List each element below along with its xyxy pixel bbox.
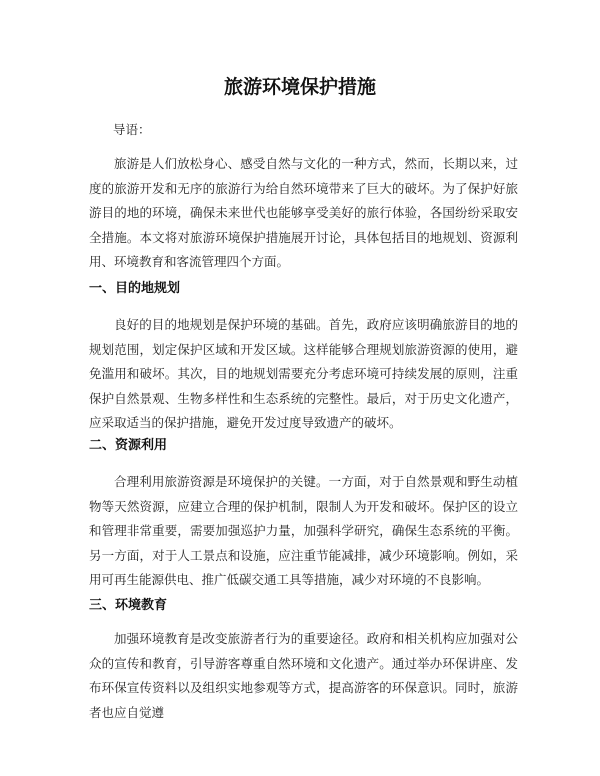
- section-heading-environmental-education: 三、环境教育: [89, 598, 168, 613]
- section-paragraph-destination-planning: 良好的目的地规划是保护环境的基础。首先，政府应该明确旅游目的地的规划范围，划定保护区域和开发区域。这样能够合理规划旅游资源的使用，避免滥用和破坏。其次，目的地规划需要充分考虑环境可持续发展的原则，注重保护自然景观、生物多样性和生态系统的完整性。最后，对于历史文化遗产，应采取适当的保护措施，避免开发过度导致遗产的破坏。: [89, 317, 518, 430]
- document-title: 旅游环境保护措施: [223, 76, 376, 98]
- section-paragraph-resource-utilization: 合理利用旅游资源是环境保护的关键。一方面，对于自然景观和野生动植物等天然资源，应建立合理的保护机制，限制人为开发和破坏。保护区的设立和管理非常重要，需要加强巡护力量，加强科学研究，确保生态系统的平衡。另一方面，对于人工景点和设施，应注重节能减排，减少环境影响。例如，采用可再生能源供电、推广低碳交通工具等措施，减少对环境的不良影响。: [89, 474, 518, 587]
- section-heading-resource-utilization: 二、资源利用: [89, 438, 168, 453]
- section-paragraph-environmental-education: 加强环境教育是改变旅游者行为的重要途径。政府和相关机构应加强对公众的宣传和教育，引导游客尊重自然环境和文化遗产。通过举办环保讲座、发布环保宣传资料以及组织实地参观等方式，提高游客的环保意识。同时，旅游者也应自觉遵: [89, 631, 518, 719]
- intro-paragraph: 旅游是人们放松身心、感受自然与文化的一种方式，然而，长期以来，过度的旅游开发和无序的旅游行为给自然环境带来了巨大的破坏。为了保护好旅游目的地的环境，确保未来世代也能够享受美好的旅行体验，各国纷纷采取安全措施。本文将对旅游环境保护措施展开讨论，具体包括目的地规划、资源利用、环境教育和客流管理四个方面。: [89, 156, 518, 269]
- section-heading-destination-planning: 一、目的地规划: [89, 281, 181, 296]
- intro-label: 导语：: [113, 122, 151, 137]
